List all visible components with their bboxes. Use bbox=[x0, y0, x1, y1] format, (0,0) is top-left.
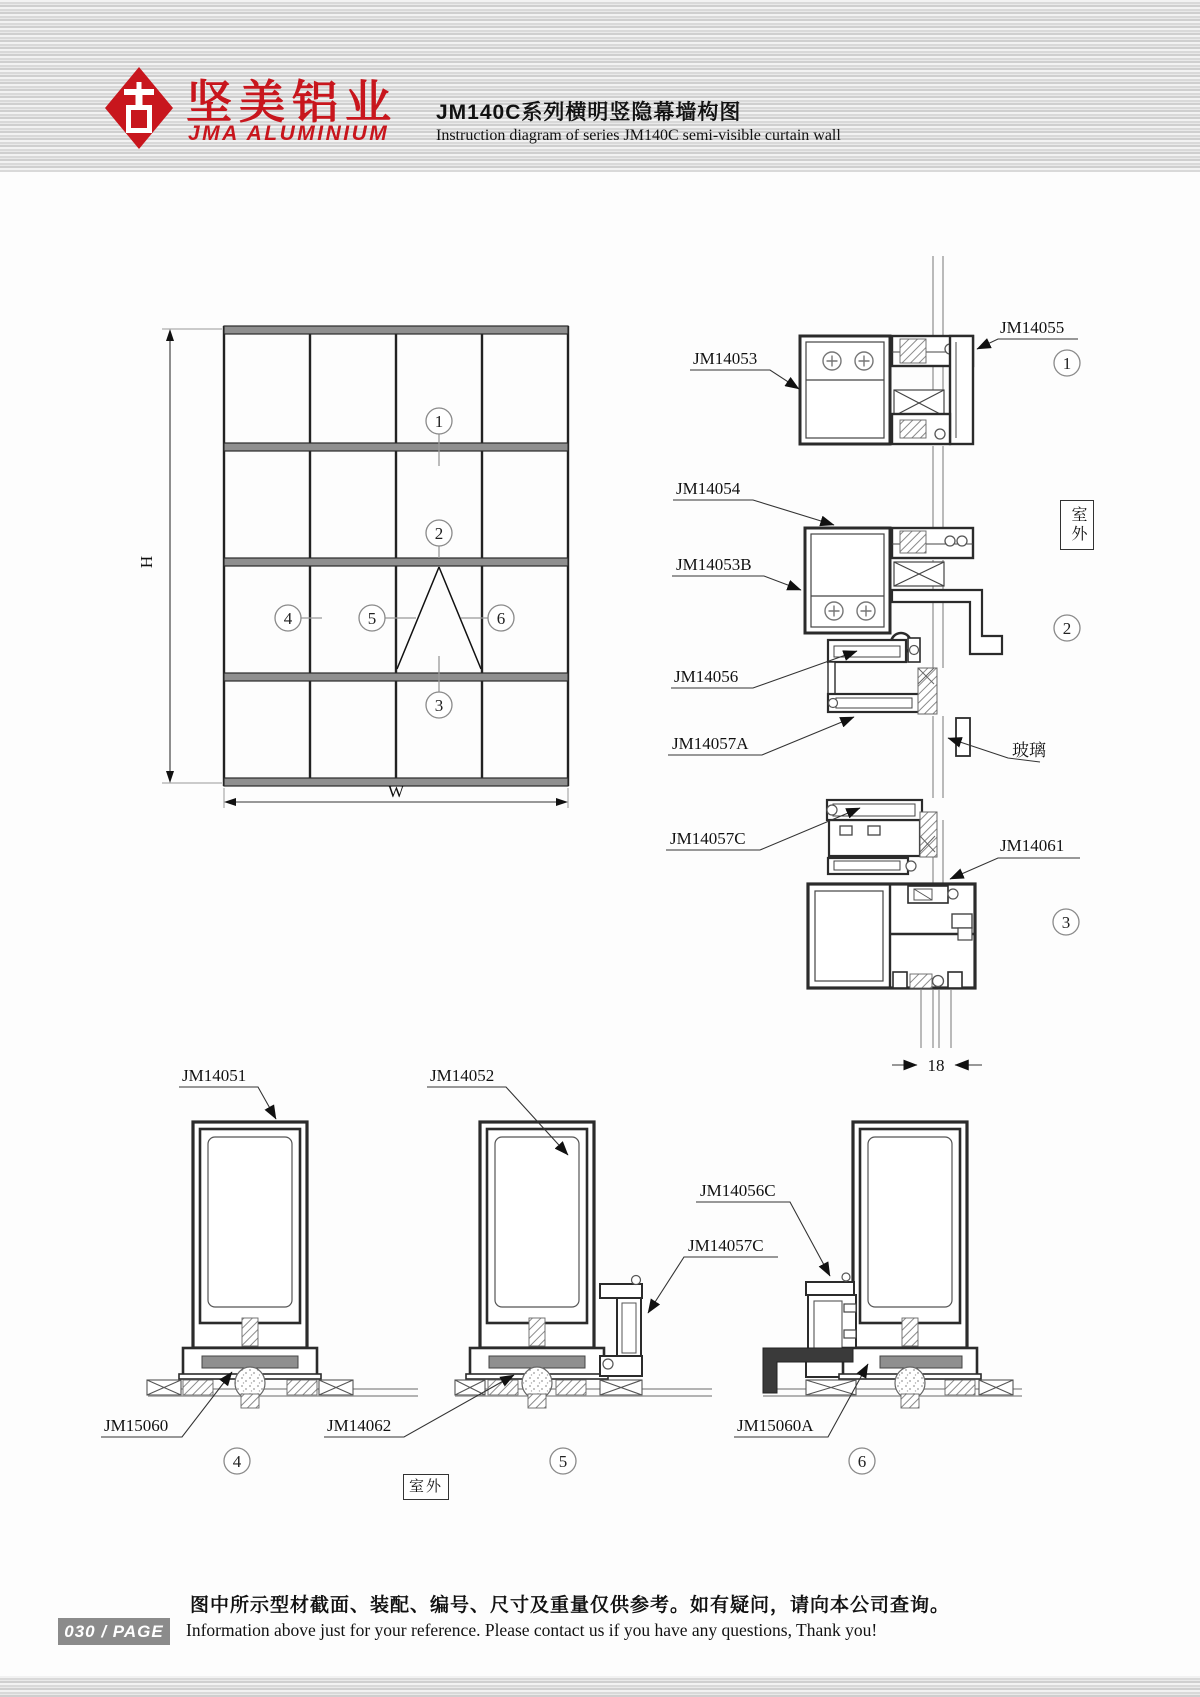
label-jm15060a: JM15060A bbox=[737, 1416, 814, 1435]
label-jm14057c-2: JM14057C bbox=[688, 1236, 764, 1255]
footer-note-cn: 图中所示型材截面、装配、编号、尺寸及重量仅供参考。如有疑问，请向本公司查询。 bbox=[190, 1595, 951, 1616]
callout-5: 5 bbox=[367, 609, 377, 628]
detail-1-number: 1 bbox=[1062, 354, 1072, 373]
w-dim-label: W bbox=[387, 782, 405, 801]
label-jm14056c: JM14056C bbox=[700, 1181, 776, 1200]
label-glass: 玻璃 bbox=[1012, 741, 1046, 760]
label-jm14056: JM14056 bbox=[674, 667, 739, 686]
label-jm14053b: JM14053B bbox=[676, 555, 752, 574]
outdoor-label-horizontal: 室外 bbox=[403, 1474, 449, 1500]
label-jm14062: JM14062 bbox=[327, 1416, 392, 1435]
height-dimension bbox=[137, 329, 222, 783]
detail-2-number: 2 bbox=[1062, 619, 1072, 638]
callout-1: 1 bbox=[434, 412, 444, 431]
detail-section-2 bbox=[668, 479, 1080, 762]
callout-2: 2 bbox=[434, 524, 444, 543]
callout-6: 6 bbox=[496, 609, 506, 628]
detail-section-5 bbox=[324, 1066, 642, 1474]
detail-4-number: 4 bbox=[232, 1452, 242, 1471]
h-dim-label: H bbox=[137, 555, 156, 569]
detail-6-number: 6 bbox=[857, 1452, 867, 1471]
page-title-cn: JM140C系列横明竖隐幕墙构图 bbox=[436, 101, 742, 124]
brand-name-en: JMA ALUMINIUM bbox=[188, 122, 390, 145]
label-jm14051: JM14051 bbox=[182, 1066, 247, 1085]
label-jm15060: JM15060 bbox=[104, 1416, 169, 1435]
dim-18-value: 18 bbox=[927, 1056, 945, 1075]
label-jm14057c: JM14057C bbox=[670, 829, 746, 848]
footer-stripe bbox=[0, 1676, 1200, 1697]
label-jm14057a: JM14057A bbox=[672, 734, 749, 753]
detail-section-3 bbox=[666, 800, 1080, 1075]
page-title-en: Instruction diagram of series JM140C semi-visible curtain wall bbox=[436, 127, 841, 144]
dimension-18 bbox=[892, 1056, 982, 1075]
detail-5-number: 5 bbox=[558, 1452, 568, 1471]
callout-3: 3 bbox=[434, 696, 444, 715]
label-jm14055: JM14055 bbox=[1000, 318, 1065, 337]
detail-section-1 bbox=[690, 318, 1080, 444]
page-number-badge: 030 / PAGE bbox=[58, 1618, 170, 1645]
label-jm14054: JM14054 bbox=[676, 479, 741, 498]
callout-4: 4 bbox=[283, 609, 293, 628]
brand-name-cn: 坚美铝业 bbox=[186, 76, 398, 128]
label-jm14053: JM14053 bbox=[693, 349, 758, 368]
detail-section-4 bbox=[101, 1066, 353, 1474]
label-jm14061: JM14061 bbox=[1000, 836, 1065, 855]
label-jm14052: JM14052 bbox=[430, 1066, 495, 1085]
detail-section-6 bbox=[648, 1122, 1013, 1474]
outdoor-label-vertical: 室外 bbox=[1060, 500, 1094, 550]
elevation-view bbox=[137, 326, 568, 808]
detail-3-number: 3 bbox=[1061, 913, 1071, 932]
footer-note-en: Information above just for your reference. Please contact us if you have any questions, Thank you! bbox=[186, 1620, 878, 1640]
